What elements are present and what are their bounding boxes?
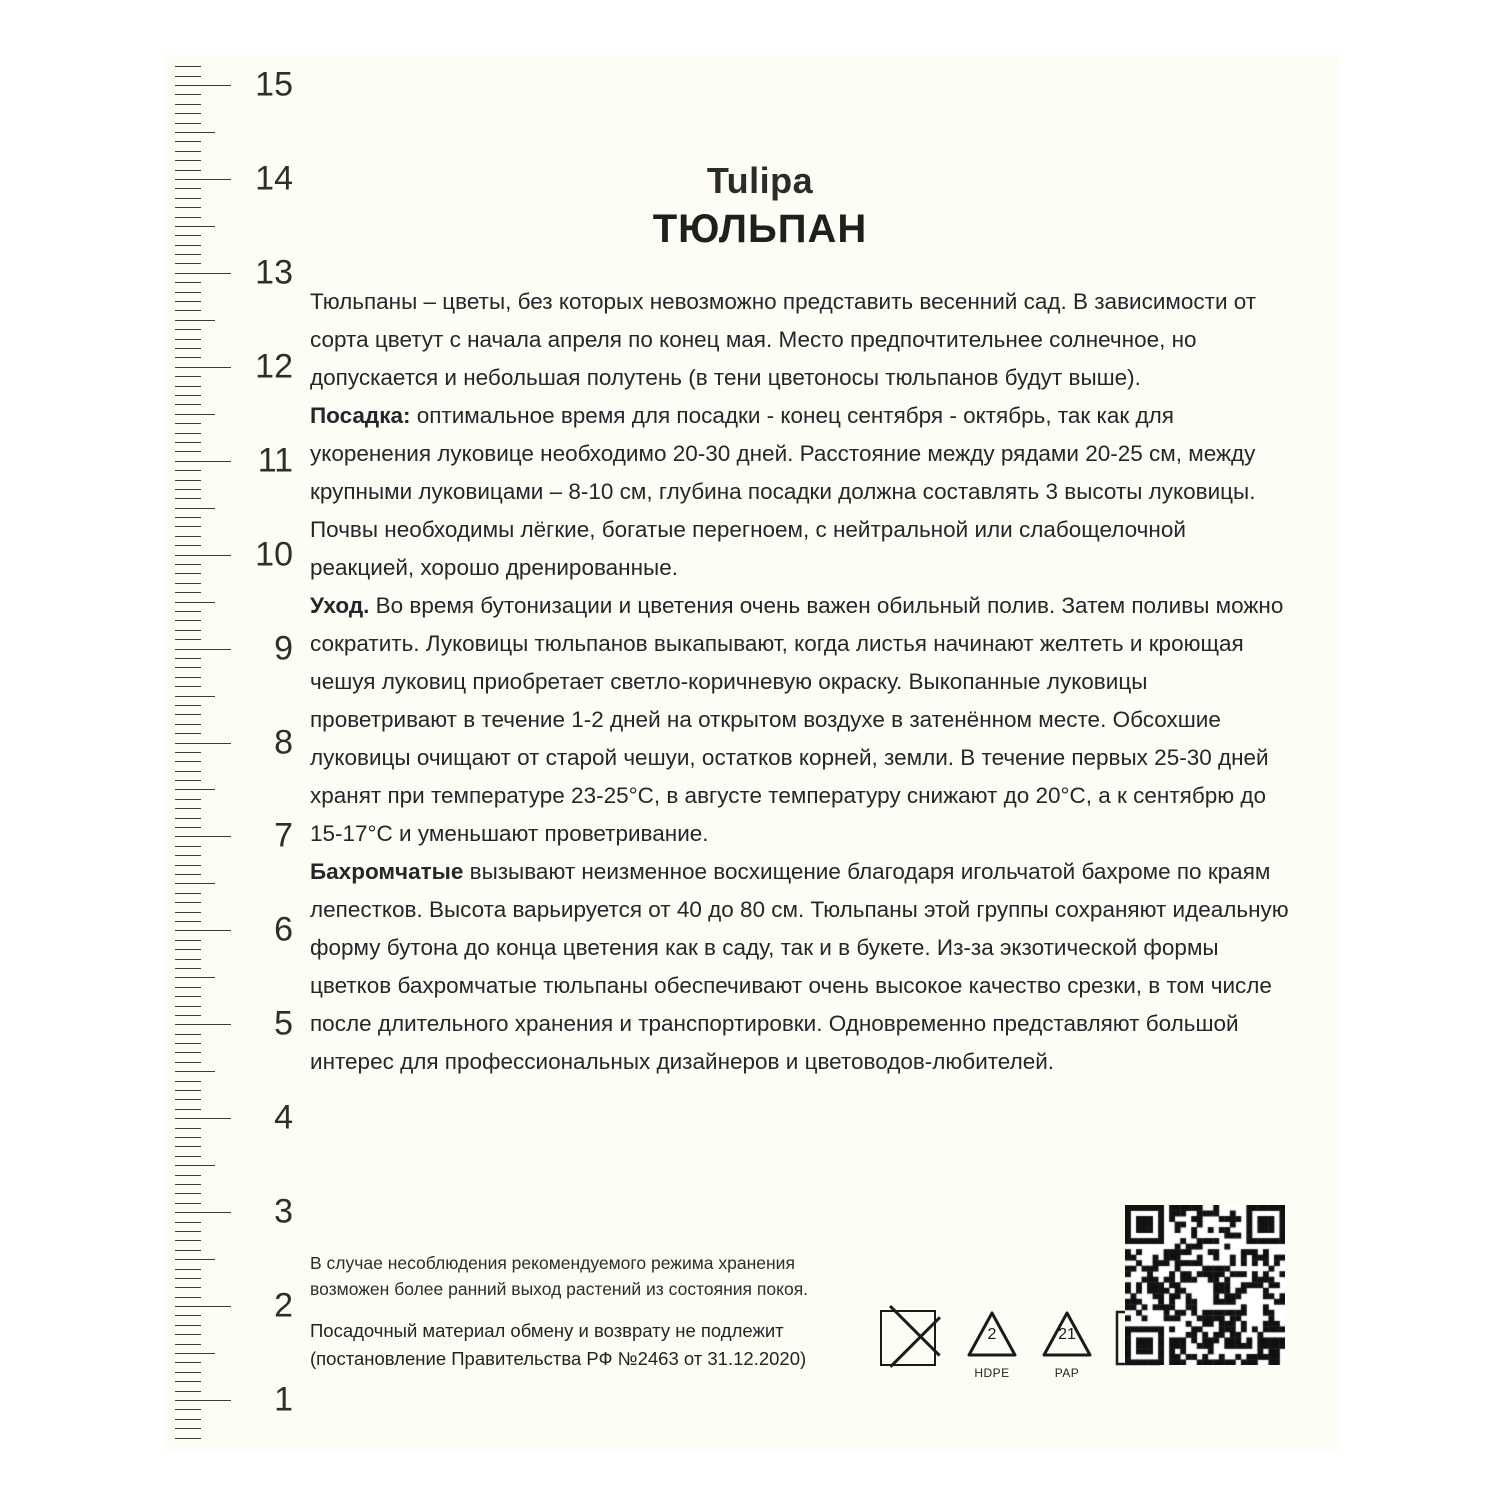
- ruler-tick-minor: [175, 1315, 201, 1316]
- ruler-tick-minor: [175, 217, 201, 218]
- ruler-tick-minor: [175, 1278, 201, 1279]
- ruler-tick-minor: [175, 771, 201, 772]
- ruler-tick-minor: [175, 996, 201, 997]
- ruler-scale: [165, 55, 295, 1450]
- ruler-tick-minor: [175, 310, 201, 311]
- storage-note-line-2: возможен более ранний выход растений из состояния покоя.: [310, 1279, 809, 1299]
- ruler-tick-minor: [175, 761, 201, 762]
- ruler-tick-minor: [175, 940, 201, 941]
- ruler-tick-minor: [175, 263, 201, 264]
- recycle-pap-icon: [1040, 1310, 1094, 1380]
- ruler-tick-minor: [175, 1372, 201, 1373]
- ruler-tick-minor: [175, 733, 201, 734]
- ruler-tick-minor: [175, 639, 201, 640]
- ruler-tick-minor: [175, 94, 201, 95]
- ruler-label: 2: [274, 1286, 293, 1325]
- ruler-tick-minor: [175, 414, 215, 415]
- ruler-tick-minor: [175, 667, 201, 668]
- ruler-tick-major: [175, 743, 231, 744]
- paragraph-variety: [310, 853, 1295, 1081]
- ruler-label: 3: [274, 1192, 293, 1231]
- ruler-tick-major: [175, 1400, 231, 1401]
- ruler-tick-minor: [175, 789, 215, 790]
- ruler-tick-minor: [175, 1184, 201, 1185]
- ruler-tick-minor: [175, 404, 201, 405]
- ruler-tick-minor: [175, 188, 201, 189]
- ruler-tick-minor: [175, 545, 201, 546]
- ruler-tick-minor: [175, 160, 201, 161]
- ruler-tick-minor: [175, 808, 201, 809]
- ruler-tick-minor: [175, 141, 201, 142]
- qr-code[interactable]: [1125, 1205, 1285, 1365]
- recycle-pap-number: 21: [1058, 1326, 1076, 1343]
- ruler-tick-minor: [175, 1381, 201, 1382]
- ruler-tick-minor: [175, 912, 201, 913]
- ruler-tick-minor: [175, 151, 201, 152]
- ruler-tick-minor: [175, 170, 201, 171]
- ruler-tick-minor: [175, 799, 201, 800]
- ruler-tick-minor: [175, 282, 201, 283]
- ruler-tick-minor: [175, 1203, 201, 1204]
- ruler-tick-minor: [175, 1344, 201, 1345]
- ruler-tick-minor: [175, 1193, 201, 1194]
- ruler-tick-minor: [175, 949, 201, 950]
- ruler-tick-minor: [175, 1006, 201, 1007]
- ruler-tick-minor: [175, 1146, 201, 1147]
- ruler-tick-major: [175, 836, 231, 837]
- ruler-tick-minor: [175, 526, 201, 527]
- ruler-tick-minor: [175, 620, 201, 621]
- ruler-tick-minor: [175, 207, 201, 208]
- legal-note-line-1: Посадочный материал обмену и возврату не подлежит: [310, 1320, 784, 1341]
- ruler-tick-minor: [175, 1297, 201, 1298]
- recycle-pap-caption: PAP: [1054, 1366, 1080, 1380]
- ruler-tick-minor: [175, 386, 201, 387]
- ruler-tick-minor: [175, 1428, 201, 1429]
- ruler-tick-minor: [175, 1015, 201, 1016]
- ruler-tick-minor: [175, 1156, 201, 1157]
- ruler-tick-minor: [175, 423, 201, 424]
- ruler-tick-major: [175, 85, 231, 86]
- ruler-tick-major: [175, 1306, 231, 1307]
- ruler-tick-minor: [175, 1043, 201, 1044]
- ruler-tick-minor: [175, 1099, 201, 1100]
- ruler-tick-minor: [175, 752, 201, 753]
- ruler-tick-minor: [175, 489, 201, 490]
- ruler-tick-minor: [175, 1250, 201, 1251]
- storage-note: [310, 1250, 930, 1302]
- variety-text: вызывают неизменное восхищение благодаря игольчатой бахроме по краям лепестков. Высота варьируется от 40 до 80 см. Тюльпаны этой группы сохраняют идеальную форму бутона до конца цветения как в саду, так и в букете. Из-за экзотической формы цветков бахромчатые тюльпаны обеспечивают очень высокое качество срезки, в том числе после длительного хранения и транспортировки. Одновременно представляют большой интерес для профессиональных дизайнеров и цветоводов-любителей.: [310, 859, 1289, 1074]
- ruler-tick-minor: [175, 630, 201, 631]
- planting-label: Посадка:: [310, 403, 411, 428]
- ruler-tick-minor: [175, 376, 201, 377]
- ruler-tick-minor: [175, 1090, 201, 1091]
- not-for-food-contact-icon: [880, 1310, 936, 1366]
- page-title-latin: Tulipa: [706, 160, 814, 201]
- ruler-tick-minor: [175, 292, 201, 293]
- paragraph-intro: Тюльпаны – цветы, без которых невозможно представить весенний сад. В зависимости от сорта цветут с начала апреля по конец мая. Место предпочтительнее солнечное, но допускается и небольшая полутень (в тени цветоносы тюльпанов будут выше).: [310, 289, 1257, 390]
- ruler-tick-minor: [175, 686, 201, 687]
- ruler-tick-minor: [175, 1137, 201, 1138]
- page-title-russian: ТЮЛЬПАН: [652, 207, 868, 251]
- ruler-tick-minor: [175, 536, 201, 537]
- paragraph-care: [310, 587, 1295, 853]
- ruler-tick-minor: [175, 573, 201, 574]
- ruler-tick-minor: [175, 123, 201, 124]
- ruler-tick-minor: [175, 254, 201, 255]
- ruler-tick-minor: [175, 959, 201, 960]
- ruler-tick-minor: [175, 480, 201, 481]
- storage-note-line-1: В случае несоблюдения рекомендуемого режима хранения: [310, 1253, 795, 1273]
- ruler-tick-minor: [175, 846, 201, 847]
- ruler-tick-major: [175, 273, 231, 274]
- ruler-label: 5: [274, 1004, 293, 1043]
- ruler-tick-minor: [175, 893, 201, 894]
- ruler-tick-minor: [175, 1034, 201, 1035]
- ruler-tick-minor: [175, 611, 201, 612]
- ruler-label: 6: [274, 910, 293, 949]
- ruler-tick-minor: [175, 1353, 215, 1354]
- ruler-tick-minor: [175, 1071, 215, 1072]
- ruler-tick-minor: [175, 1052, 201, 1053]
- ruler-tick-minor: [175, 902, 201, 903]
- recycle-hdpe-icon: [965, 1310, 1019, 1380]
- ruler-tick-minor: [175, 705, 201, 706]
- ruler-tick-minor: [175, 348, 201, 349]
- ruler-tick-minor: [175, 977, 215, 978]
- ruler-tick-minor: [175, 1325, 201, 1326]
- ruler-tick-major: [175, 1024, 231, 1025]
- ruler-tick-minor: [175, 113, 201, 114]
- ruler-tick-major: [175, 555, 231, 556]
- ruler-tick-minor: [175, 1240, 201, 1241]
- ruler-tick-minor: [175, 1222, 201, 1223]
- ruler-tick-minor: [175, 1438, 201, 1439]
- ruler-tick-minor: [175, 470, 201, 471]
- ruler-tick-minor: [175, 1419, 201, 1420]
- recycle-hdpe-caption: HDPE: [974, 1366, 1010, 1380]
- legal-note-line-2: (постановление Правительства РФ №2463 от 31.12.2020): [310, 1348, 807, 1369]
- care-text: Во время бутонизации и цветения очень важен обильный полив. Затем поливы можно сократить. Луковицы тюльпанов выкапывают, когда листья начинают желтеть и кроющая чешуя луковиц приобретает светло-коричневую окраску. Выкопанные луковицы проветривают в течение 1-2 дней на открытом воздухе в затенённом месте. Обсохшие луковицы очищают от старой чешуи, остатков корней, земли. В течение первых 25-30 дней хранят при температуре 23-25°С, в августе температуру снижают до 20°С, а к сентябрю до 15-17°С и уменьшают проветривание.: [310, 593, 1284, 846]
- ruler-tick-minor: [175, 198, 201, 199]
- ruler-label: 12: [255, 347, 293, 386]
- ruler-tick-minor: [175, 677, 201, 678]
- ruler-tick-minor: [175, 1081, 201, 1082]
- ruler-tick-minor: [175, 1109, 201, 1110]
- ruler-tick-minor: [175, 874, 201, 875]
- ruler-tick-minor: [175, 855, 201, 856]
- ruler-tick-minor: [175, 66, 201, 67]
- ruler-tick-minor: [175, 320, 215, 321]
- ruler-tick-minor: [175, 451, 201, 452]
- ruler-tick-minor: [175, 442, 201, 443]
- ruler-tick-minor: [175, 1362, 201, 1363]
- ruler-tick-minor: [175, 714, 201, 715]
- ruler-tick-minor: [175, 883, 215, 884]
- ruler-tick-minor: [175, 498, 201, 499]
- planting-text: оптимальное время для посадки - конец сентября - октябрь, так как для укоренения луковице необходимо 20-30 дней. Расстояние между рядами 20-25 см, между крупными луковицами – 8-10 см, глубина посадки должна составлять 3 высоты луковицы. Почвы необходимы лёгкие, богатые перегноем, с нейтральной или слабощелочной реакцией, хорошо дренированные.: [310, 403, 1256, 580]
- ruler-label: 4: [274, 1098, 293, 1137]
- ruler-label: 14: [255, 159, 293, 198]
- ruler-tick-minor: [175, 1391, 201, 1392]
- ruler-tick-minor: [175, 921, 201, 922]
- ruler-tick-minor: [175, 592, 201, 593]
- ruler-tick-minor: [175, 245, 201, 246]
- ruler-tick-minor: [175, 696, 215, 697]
- ruler-tick-minor: [175, 583, 201, 584]
- ruler-tick-minor: [175, 395, 201, 396]
- ruler-tick-minor: [175, 1062, 201, 1063]
- ruler-tick-major: [175, 1118, 231, 1119]
- ruler-tick-minor: [175, 132, 215, 133]
- ruler-tick-major: [175, 179, 231, 180]
- ruler-tick-minor: [175, 226, 215, 227]
- ruler-tick-minor: [175, 1128, 201, 1129]
- ruler-tick-minor: [175, 564, 201, 565]
- ruler-tick-major: [175, 367, 231, 368]
- ruler-label: 9: [274, 629, 293, 668]
- ruler-tick-minor: [175, 1259, 215, 1260]
- ruler-tick-minor: [175, 602, 215, 603]
- ruler-label: 7: [274, 816, 293, 855]
- ruler-tick-major: [175, 1212, 231, 1213]
- ruler-tick-minor: [175, 301, 201, 302]
- ruler-tick-minor: [175, 1287, 201, 1288]
- ruler-tick-minor: [175, 1165, 215, 1166]
- ruler-label: 13: [255, 253, 293, 292]
- ruler-tick-minor: [175, 508, 215, 509]
- ruler-tick-minor: [175, 104, 201, 105]
- ruler-tick-minor: [175, 1409, 201, 1410]
- ruler-tick-minor: [175, 827, 201, 828]
- ruler-tick-minor: [175, 76, 201, 77]
- ruler-tick-minor: [175, 357, 201, 358]
- ruler-tick-minor: [175, 433, 201, 434]
- ruler-label: 8: [274, 723, 293, 761]
- ruler-tick-major: [175, 649, 231, 650]
- ruler-tick-minor: [175, 1175, 201, 1176]
- ruler-tick-major: [175, 461, 231, 462]
- ruler-tick-minor: [175, 329, 201, 330]
- paragraph-planting: [310, 397, 1295, 587]
- ruler-tick-minor: [175, 818, 201, 819]
- ruler-tick-minor: [175, 1231, 201, 1232]
- ruler-tick-minor: [175, 1334, 201, 1335]
- ruler-label: 15: [255, 65, 293, 104]
- recycle-hdpe-number: 2: [987, 1326, 997, 1343]
- ruler-tick-major: [175, 930, 231, 931]
- ruler-tick-minor: [175, 968, 201, 969]
- ruler-label: 11: [257, 441, 293, 480]
- ruler-tick-minor: [175, 339, 201, 340]
- ruler-tick-minor: [175, 780, 201, 781]
- ruler-label: 1: [274, 1380, 293, 1419]
- ruler-tick-minor: [175, 517, 201, 518]
- ruler-tick-minor: [175, 724, 201, 725]
- care-label: Уход.: [310, 593, 370, 618]
- ruler-label: 10: [255, 535, 293, 574]
- ruler-tick-minor: [175, 235, 201, 236]
- ruler-tick-minor: [175, 658, 201, 659]
- ruler-tick-minor: [175, 865, 201, 866]
- seed-packet-back: [165, 55, 1340, 1450]
- ruler-tick-minor: [175, 987, 201, 988]
- ruler-tick-minor: [175, 1269, 201, 1270]
- description-body: [310, 283, 1295, 1081]
- variety-label: Бахромчатые: [310, 859, 464, 884]
